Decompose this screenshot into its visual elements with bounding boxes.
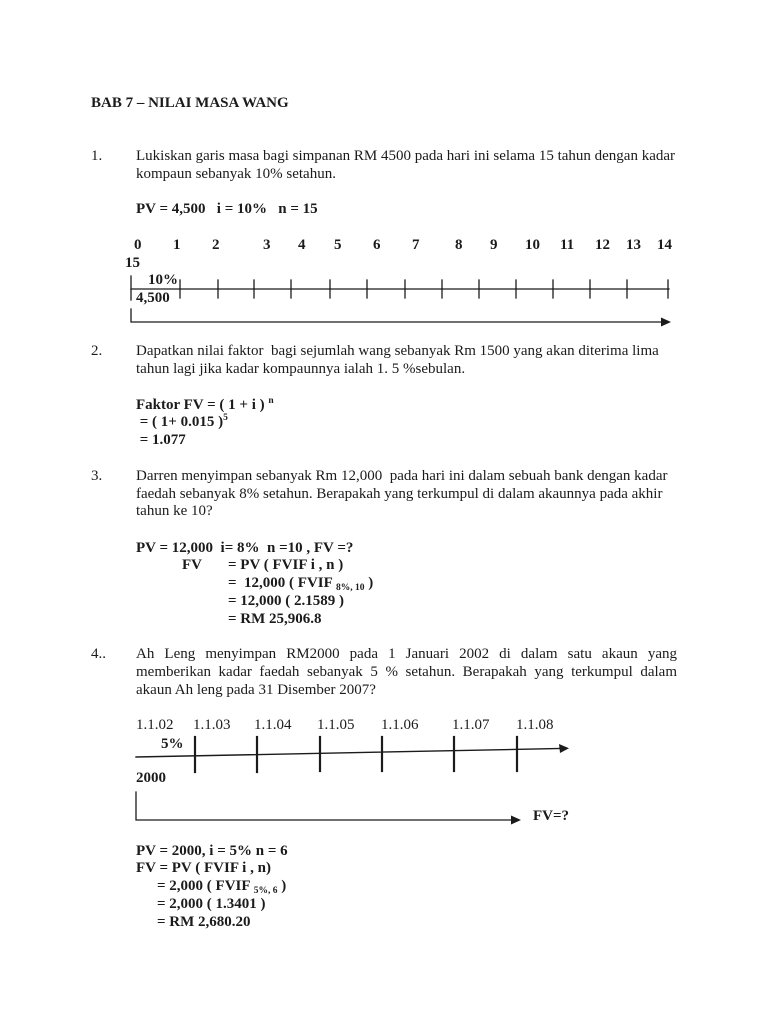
q1-arrowhead xyxy=(661,318,671,327)
working-line: PV = 2000, i = 5% n = 6 xyxy=(136,843,288,859)
fvif-subscript: 8%, 10 xyxy=(335,583,365,593)
period-label: 4 xyxy=(298,237,306,253)
question-number: 3. xyxy=(91,468,103,484)
period-label: 2 xyxy=(212,237,220,253)
closing-paren: ) xyxy=(364,575,374,591)
working-expression: = ( 1+ 0.015 ) xyxy=(136,414,224,430)
working-step xyxy=(228,574,373,592)
period-label: 12 xyxy=(595,237,610,253)
period-label: 3 xyxy=(263,237,271,253)
working-expression: Faktor FV = ( 1 + i ) xyxy=(136,397,269,413)
date-label: 1.1.08 xyxy=(516,717,554,733)
working-lhs: FV xyxy=(182,557,202,573)
timeline-amount-label: 2000 xyxy=(136,770,166,786)
date-label: 1.1.04 xyxy=(254,717,292,733)
timeline-rate-label: 5% xyxy=(161,736,184,752)
period-label: 7 xyxy=(412,237,420,253)
working-expression: = 2,000 ( FVIF xyxy=(157,878,254,894)
working-line xyxy=(136,431,186,449)
working-expression: = 1.077 xyxy=(136,432,186,448)
period-label: 11 xyxy=(560,237,575,253)
q4-arrowhead xyxy=(511,816,521,825)
period-label: 8 xyxy=(455,237,463,253)
q1-timeline xyxy=(131,276,671,327)
chapter-title: BAB 7 – NILAI MASA WANG xyxy=(91,95,289,111)
date-label: 1.1.02 xyxy=(136,717,174,733)
period-label: 14 xyxy=(657,237,672,253)
q4-compounding-arrow xyxy=(136,792,513,820)
period-label: 5 xyxy=(334,237,342,253)
period-label: 10 xyxy=(525,237,540,253)
date-label: 1.1.03 xyxy=(193,717,231,733)
period-label: 1 xyxy=(173,237,181,253)
closing-paren: ) xyxy=(277,878,287,894)
question-text-line: Lukiskan garis masa bagi simpanan RM 4500 pada hari ini selama 15 tahun dengan kadar xyxy=(136,148,676,164)
exponent: n xyxy=(268,396,274,406)
question-text-line: memberikan kadar faedah sebanyak 5 % setahun. Berapakah yang terkumpul dalam xyxy=(136,664,677,680)
question-number: 1. xyxy=(91,148,103,164)
working-step: = PV ( FVIF i , n ) xyxy=(228,557,344,573)
working-step: = 12,000 ( 2.1589 ) xyxy=(228,593,345,609)
given-values: PV = 4,500 i = 10% n = 15 xyxy=(136,201,318,217)
question-text-line: kompaun sebanyak 10% setahun. xyxy=(136,166,336,182)
fvif-subscript: 5%, 6 xyxy=(253,886,278,896)
working-line: = RM 2,680.20 xyxy=(157,914,251,930)
q1-compounding-arrow xyxy=(131,309,663,322)
working-line: FV = PV ( FVIF i , n) xyxy=(136,860,271,876)
working-line xyxy=(136,396,274,414)
q4-timeline xyxy=(136,737,569,825)
question-text-line: tahun lagi jika kadar kompaunnya ialah 1. 5 %sebulan. xyxy=(136,361,466,377)
q4-timeline-arrowhead xyxy=(559,744,569,753)
question-text-line: faedah sebanyak 8% setahun. Berapakah yang terkumpul di dalam akaunnya pada akhir xyxy=(136,486,663,502)
date-label: 1.1.07 xyxy=(452,717,490,733)
exponent: 5 xyxy=(223,413,228,423)
question-text-line: Ah Leng menyimpan RM2000 pada 1 Januari 2002 di dalam satu akaun yang xyxy=(136,646,677,662)
period-label: 9 xyxy=(490,237,498,253)
period-label: 0 xyxy=(134,237,142,253)
date-label: 1.1.06 xyxy=(381,717,419,733)
period-label: 13 xyxy=(626,237,641,253)
period-label: 15 xyxy=(125,255,140,271)
working-step: = RM 25,906.8 xyxy=(228,611,322,627)
future-value-label: FV=? xyxy=(533,808,570,824)
question-text-line: akaun Ah leng pada 31 Disember 2007? xyxy=(136,682,376,698)
working-line xyxy=(136,413,228,431)
working-expression: = 12,000 ( FVIF xyxy=(228,575,336,591)
date-label: 1.1.05 xyxy=(317,717,355,733)
timeline-amount-label: 4,500 xyxy=(136,290,170,306)
question-number: 4.. xyxy=(91,646,106,662)
q4-timeline-axis xyxy=(136,749,561,758)
period-label: 6 xyxy=(373,237,381,253)
question-text-line: Darren menyimpan sebanyak Rm 12,000 pada hari ini dalam sebuah bank dengan kadar xyxy=(136,468,668,484)
question-text-line: Dapatkan nilai faktor bagi sejumlah wang sebanyak Rm 1500 yang akan diterima lima xyxy=(136,343,659,359)
question-number: 2. xyxy=(91,343,103,359)
given-values: PV = 12,000 i= 8% n =10 , FV =? xyxy=(136,540,354,556)
question-text-line: tahun ke 10? xyxy=(136,503,213,519)
working-line: = 2,000 ( 1.3401 ) xyxy=(157,896,266,912)
timeline-rate-label: 10% xyxy=(148,272,178,288)
working-line xyxy=(157,877,286,895)
